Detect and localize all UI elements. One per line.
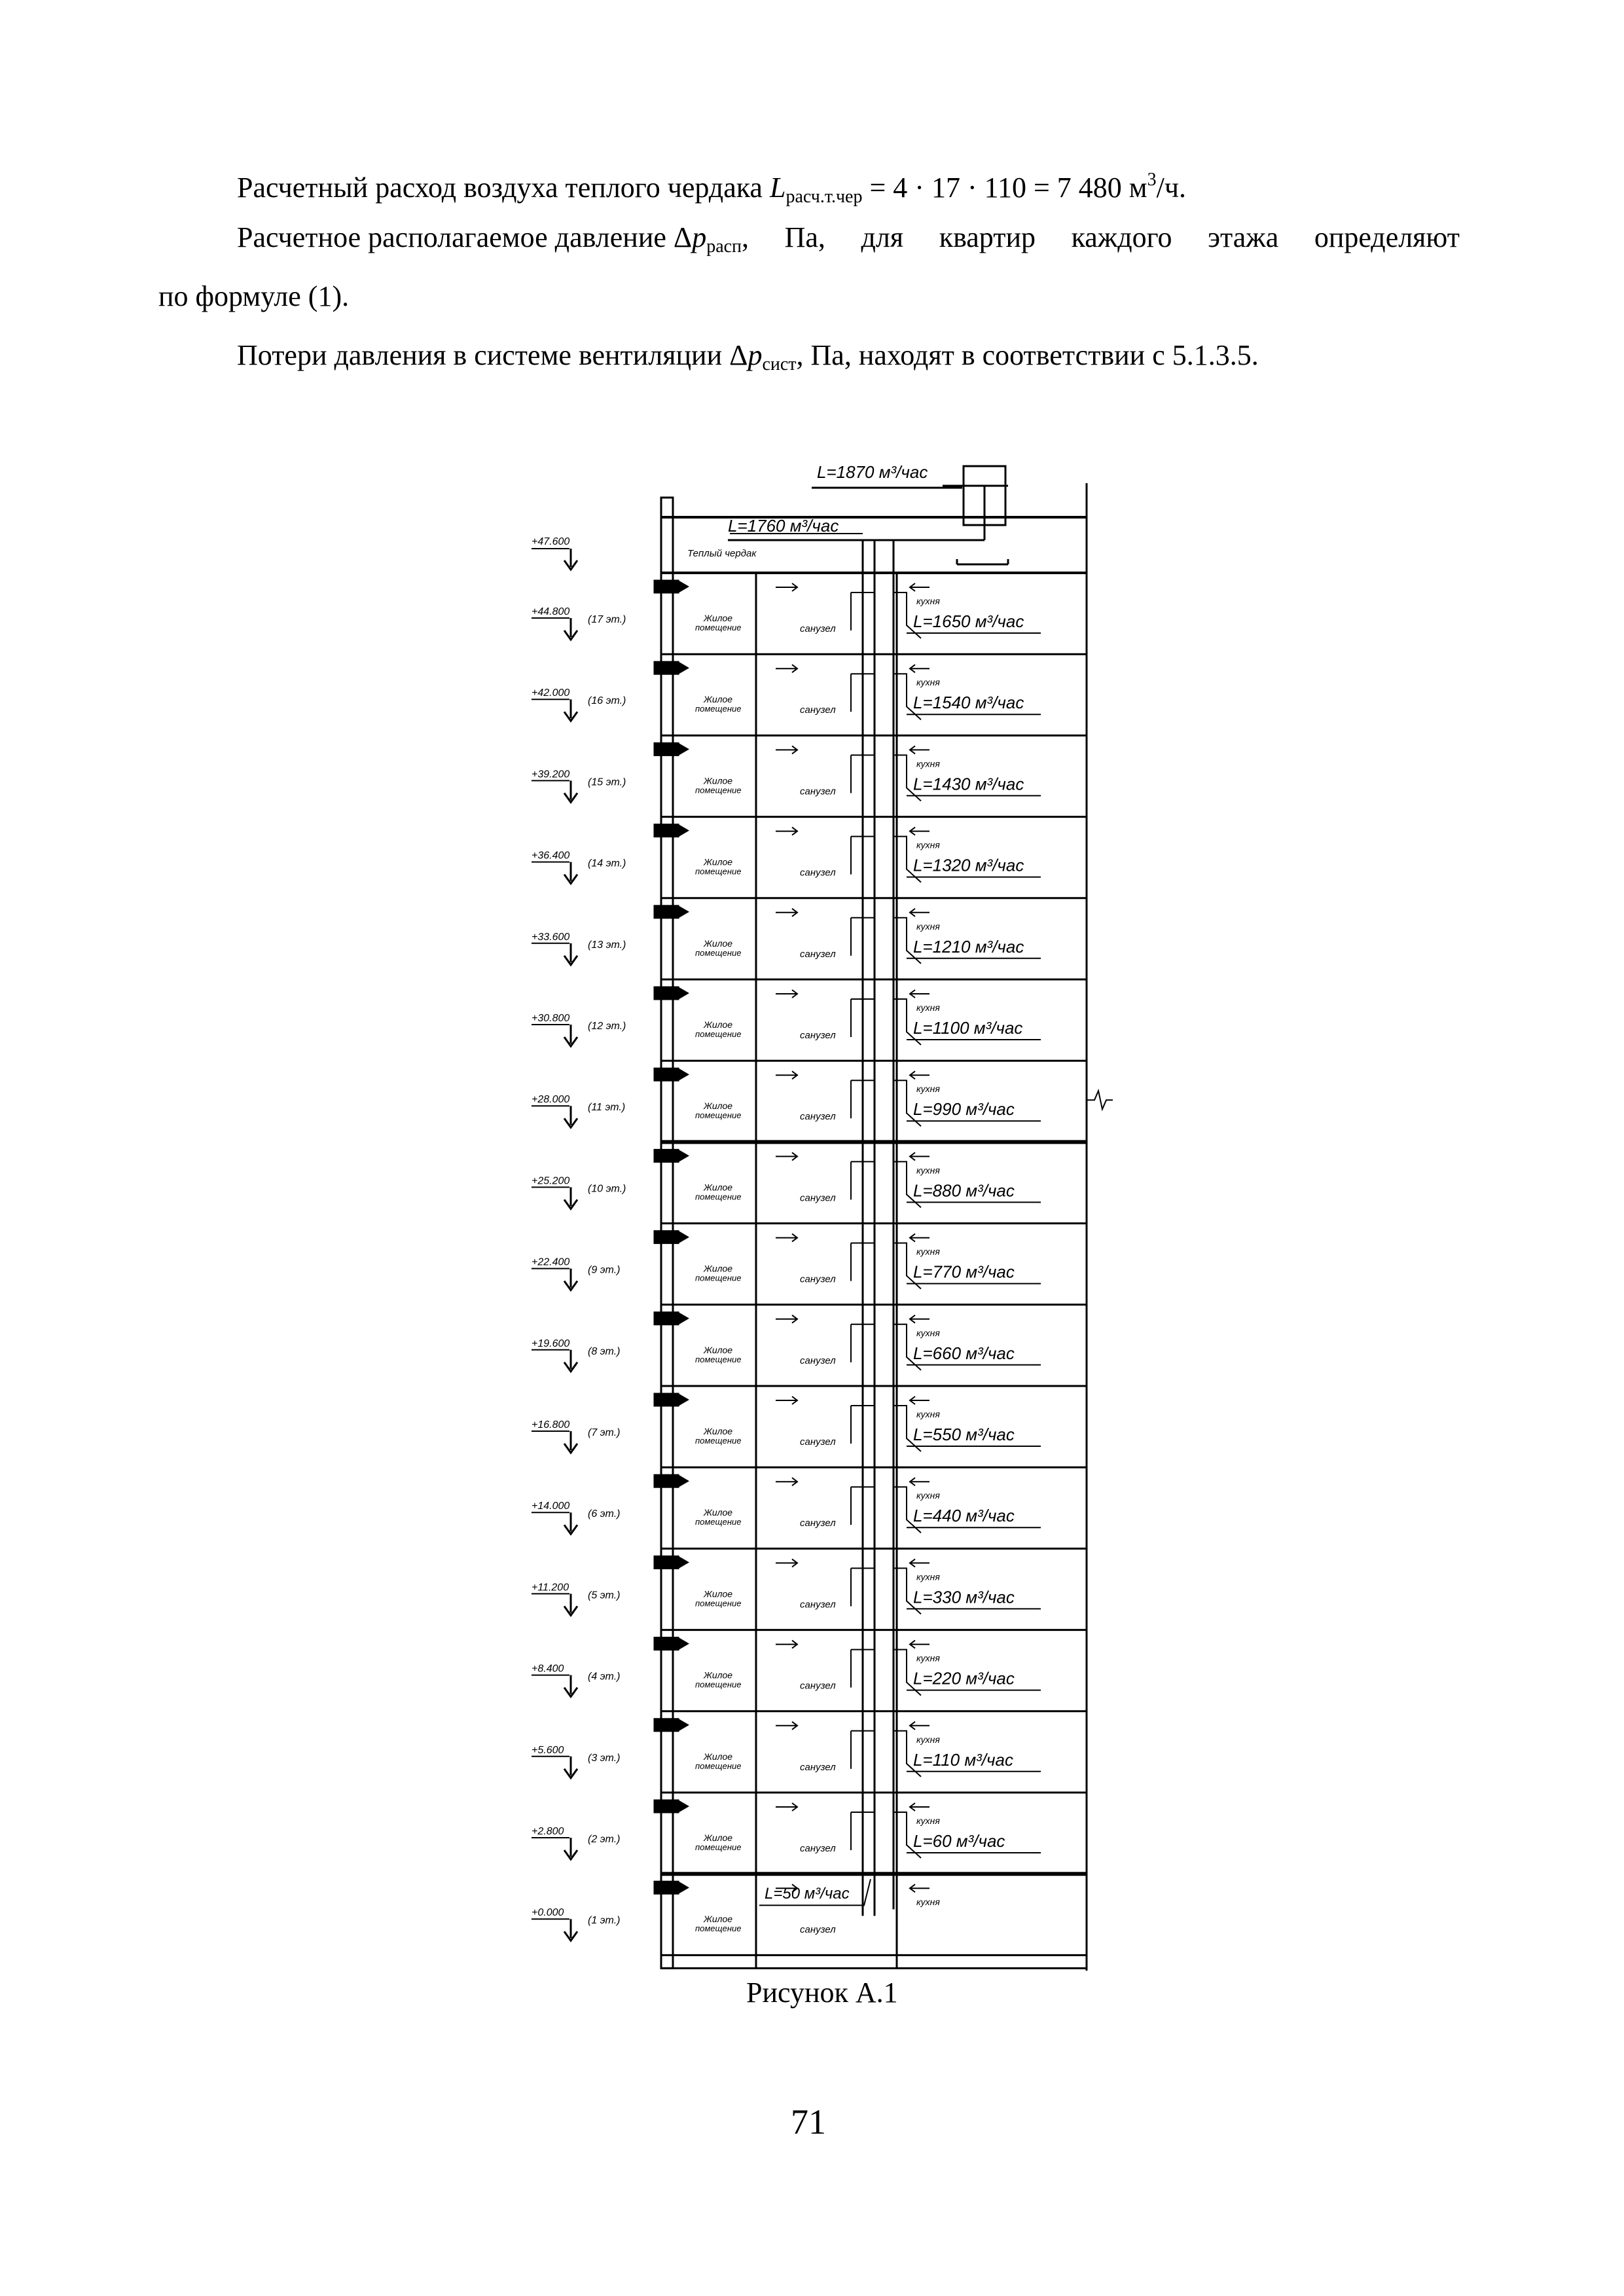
room-kitchen-label-0: кухня: [916, 596, 940, 606]
facade-vent-arrow-3: [679, 826, 687, 835]
level-arrow-7: [564, 1187, 577, 1209]
floor-number-14: (3 эт.): [588, 1752, 621, 1764]
kitchen-grille-8: [910, 1234, 929, 1242]
floor-number-16: (1 эт.): [588, 1915, 621, 1927]
floor-flow-label-9: L=660 м³/час: [913, 1343, 1015, 1363]
kitchen-grille-2: [910, 746, 929, 754]
break-mark: [1087, 1091, 1113, 1109]
room-living-label-1-7: Жилое: [704, 1182, 733, 1193]
page-number: 71: [791, 2102, 826, 2141]
room-bath-label-1: санузел: [800, 704, 836, 716]
paragraph-pressure-loss: Потери давления в системе вентиляции $\Delta p_{сист}$, Па, находят в соответствии с 5.1.3.5.: [237, 339, 1259, 374]
level-arrow-16: [564, 1919, 577, 1941]
facade-vent-10: [655, 1394, 678, 1406]
floor-flow-label-6: L=990 м³/час: [913, 1099, 1015, 1120]
level-label-7: +25.200: [532, 1175, 570, 1187]
facade-vent-3: [655, 825, 678, 837]
room-bath-label-15: санузел: [800, 1843, 836, 1854]
floor-flow-label-16: L=50 м³/час: [765, 1885, 850, 1903]
room-living-label-1-10: Жилое: [704, 1426, 733, 1436]
floor-flow-label-11: L=440 м³/час: [913, 1506, 1015, 1526]
facade-vent-14: [655, 1719, 678, 1731]
facade-vent-arrow-4: [679, 907, 687, 917]
room-living-label-1-0: Жилое: [704, 613, 733, 623]
level-arrow-1: [564, 699, 577, 721]
floor-number-1: (16 эт.): [588, 695, 626, 707]
room-living-label-1-1: Жилое: [704, 694, 733, 705]
facade-vent-8: [655, 1231, 678, 1243]
room-bath-label-7: санузел: [800, 1192, 836, 1204]
level-label-15: +2.800: [532, 1826, 564, 1837]
floor-flow-label-1: L=1540 м³/час: [913, 693, 1024, 713]
facade-vent-1: [655, 662, 678, 674]
bath-grille-10: [776, 1396, 797, 1404]
floor-flow-label-14: L=110 м³/час: [913, 1749, 1013, 1770]
facade-vent-16: [655, 1882, 678, 1893]
room-kitchen-label-4: кухня: [916, 920, 940, 932]
room-living-label-1-15: Жилое: [704, 1832, 733, 1843]
room-bath-label-3: санузел: [800, 867, 836, 879]
room-living-label-2-15: помещение: [695, 1842, 742, 1852]
facade-vent-9: [655, 1313, 678, 1324]
room-kitchen-label-16: кухня: [916, 1897, 940, 1908]
facade-vent-11: [655, 1475, 678, 1487]
room-living-label-1-3: Жилое: [704, 856, 733, 867]
kitchen-grille-5: [910, 990, 929, 998]
floor-number-8: (9 эт.): [588, 1264, 621, 1276]
bath-grille-11: [776, 1478, 797, 1485]
level-label-6: +28.000: [532, 1094, 570, 1106]
bath-grille-4: [776, 909, 797, 917]
room-kitchen-label-9: кухня: [916, 1327, 940, 1338]
roof-flow-label: L=1870 м³/час: [817, 462, 928, 482]
room-living-label-1-5: Жилое: [704, 1019, 733, 1030]
level-arrow-6: [564, 1106, 577, 1127]
room-bath-label-6: санузел: [800, 1111, 836, 1123]
floor-number-0: (17 эт.): [588, 614, 626, 625]
facade-vent-12: [655, 1556, 678, 1568]
level-arrow-14: [564, 1757, 577, 1778]
level-label-0: +44.800: [532, 606, 570, 617]
figure-caption: Рисунок А.1: [746, 1977, 898, 2009]
room-bath-label-12: санузел: [800, 1599, 836, 1611]
room-bath-label-11: санузел: [800, 1518, 836, 1529]
floor-flow-label-2: L=1430 м³/час: [913, 774, 1024, 794]
level-arrow-2: [564, 780, 577, 802]
kitchen-grille-11: [910, 1478, 929, 1485]
kitchen-grille-14: [910, 1722, 929, 1730]
room-living-label-2-14: помещение: [695, 1760, 742, 1771]
floor-number-2: (15 эт.): [588, 776, 626, 788]
facade-vent-arrow-8: [679, 1233, 687, 1242]
facade-vent-15: [655, 1800, 678, 1812]
floor-number-5: (12 эт.): [588, 1021, 626, 1032]
room-kitchen-label-14: кухня: [916, 1734, 940, 1745]
facade-vent-arrow-5: [679, 989, 687, 998]
room-kitchen-label-2: кухня: [916, 758, 940, 769]
floor-flow-label-15: L=60 м³/час: [913, 1831, 1005, 1851]
room-living-label-1-14: Жилое: [704, 1751, 733, 1762]
room-living-label-2-0: помещение: [695, 623, 742, 632]
level-arrow-15: [564, 1838, 577, 1859]
level-label-12: +11.200: [532, 1582, 569, 1594]
floor-number-13: (4 эт.): [588, 1671, 621, 1683]
floor-flow-label-7: L=880 м³/час: [913, 1180, 1015, 1201]
room-living-label-2-6: помещение: [695, 1110, 742, 1121]
bath-grille-6: [776, 1071, 797, 1079]
room-bath-label-16: санузел: [800, 1924, 836, 1936]
symbol-L-subscript: расч.т.чер: [785, 187, 863, 207]
room-living-label-1-9: Жилое: [704, 1344, 733, 1355]
attic-flow-label: L=1760 м³/час: [728, 516, 839, 536]
room-living-label-2-1: помещение: [695, 704, 742, 714]
level-label-9: +19.600: [532, 1338, 570, 1349]
facade-vent-arrow-10: [679, 1395, 687, 1404]
facade-vent-arrow-1: [679, 663, 687, 672]
level-arrow-4: [564, 943, 577, 965]
bath-grille-7: [776, 1152, 797, 1160]
floor-number-6: (11 эт.): [588, 1102, 626, 1114]
kitchen-grille-10: [910, 1396, 929, 1404]
facade-vent-arrow-14: [679, 1721, 687, 1730]
level-arrow-10: [564, 1431, 577, 1453]
room-kitchen-label-3: кухня: [916, 839, 940, 850]
level-label-13: +8.400: [532, 1663, 564, 1675]
facade-vent-arrow-0: [679, 582, 687, 591]
floor-flow-label-12: L=330 м³/час: [913, 1587, 1015, 1607]
room-bath-label-14: санузел: [800, 1761, 836, 1773]
bath-grille-14: [776, 1722, 797, 1730]
room-living-label-1-13: Жилое: [704, 1669, 733, 1681]
bath-grille-5: [776, 990, 797, 998]
level-label-4: +33.600: [532, 931, 570, 943]
bath-grille-9: [776, 1315, 797, 1323]
facade-vent-arrow-2: [679, 744, 687, 754]
bath-grille-13: [776, 1641, 797, 1649]
facade-vent-arrow-12: [679, 1558, 687, 1567]
room-living-label-2-10: помещение: [695, 1436, 742, 1446]
bath-grille-1: [776, 665, 797, 672]
room-kitchen-label-8: кухня: [916, 1246, 940, 1257]
facade-vent-arrow-11: [679, 1476, 687, 1485]
kitchen-grille-4: [910, 909, 929, 917]
room-living-label-1-11: Жилое: [704, 1507, 733, 1518]
kitchen-grille-3: [910, 828, 929, 835]
floor-number-3: (14 эт.): [588, 858, 626, 869]
floor-flow-label-0: L=1650 м³/час: [913, 611, 1024, 631]
room-kitchen-label-6: кухня: [916, 1084, 940, 1095]
room-living-label-2-12: помещение: [695, 1598, 742, 1609]
bath-grille-12: [776, 1559, 797, 1567]
floor-flow-label-8: L=770 м³/час: [913, 1262, 1015, 1282]
room-bath-label-8: санузел: [800, 1273, 836, 1285]
facade-vent-2: [655, 743, 678, 755]
room-living-label-2-2: помещение: [695, 785, 742, 795]
room-living-label-2-16: помещение: [695, 1923, 742, 1934]
bath-grille-8: [776, 1234, 797, 1242]
room-kitchen-label-10: кухня: [916, 1409, 940, 1419]
floor-flow-label-13: L=220 м³/час: [913, 1668, 1015, 1688]
room-kitchen-label-5: кухня: [916, 1002, 940, 1013]
floor-number-4: (13 эт.): [588, 939, 626, 951]
room-bath-label-9: санузел: [800, 1355, 836, 1366]
level-arrow-8: [564, 1269, 577, 1290]
level-label-2: +39.200: [532, 769, 570, 780]
room-bath-label-10: санузел: [800, 1436, 836, 1448]
attic-label: Теплый чердак: [687, 548, 757, 559]
room-living-label-1-16: Жилое: [704, 1914, 733, 1925]
kitchen-grille-12: [910, 1559, 929, 1567]
kitchen-grille-0: [910, 583, 929, 591]
facade-vent-arrow-7: [679, 1151, 687, 1160]
bath-grille-15: [776, 1803, 797, 1811]
room-living-label-1-6: Жилое: [704, 1101, 733, 1112]
floor-number-10: (7 эт.): [588, 1427, 621, 1438]
kitchen-grille-13: [910, 1641, 929, 1649]
facade-vent-arrow-6: [679, 1070, 687, 1079]
level-arrow-3: [564, 862, 577, 884]
room-kitchen-label-11: кухня: [916, 1490, 940, 1501]
level-label-16: +0.000: [532, 1907, 564, 1919]
level-arrow-11: [564, 1512, 577, 1534]
floor-flow-label-4: L=1210 м³/час: [913, 936, 1024, 957]
room-kitchen-label-12: кухня: [916, 1571, 940, 1582]
room-bath-label-5: санузел: [800, 1030, 836, 1041]
bath-grille-3: [776, 828, 797, 835]
paragraph-available-pressure-line2: по формуле (1).: [158, 280, 350, 312]
room-living-label-1-12: Жилое: [704, 1588, 733, 1599]
facade-vent-0: [655, 581, 678, 592]
level-arrow-12: [564, 1594, 577, 1615]
kitchen-grille-6: [910, 1071, 929, 1079]
room-living-label-2-9: помещение: [695, 1354, 742, 1364]
room-kitchen-label-15: кухня: [916, 1815, 940, 1826]
level-label-3: +36.400: [532, 850, 570, 862]
labels-group: [532, 462, 1024, 1935]
level-arrow-13: [564, 1675, 577, 1697]
kitchen-grille-1: [910, 665, 929, 672]
floor-number-9: (8 эт.): [588, 1345, 621, 1357]
level-label-1: +42.000: [532, 687, 570, 699]
facade-vent-4: [655, 906, 678, 918]
room-bath-label-2: санузел: [800, 786, 836, 797]
floor-flow-label-3: L=1320 м³/час: [913, 855, 1024, 875]
room-bath-label-4: санузел: [800, 948, 836, 960]
room-living-label-2-8: помещение: [695, 1273, 742, 1283]
level-label-10: +16.800: [532, 1419, 570, 1430]
floor-flow-label-5: L=1100 м³/час: [913, 1018, 1023, 1038]
facade-vent-5: [655, 987, 678, 999]
floor-number-11: (6 эт.): [588, 1508, 621, 1520]
facade-vent-arrow-15: [679, 1802, 687, 1811]
level-arrow-9: [564, 1350, 577, 1372]
room-living-label-2-7: помещение: [695, 1192, 742, 1202]
floor-number-7: (10 эт.): [588, 1183, 626, 1195]
floor-number-15: (2 эт.): [588, 1834, 621, 1845]
room-living-label-2-11: помещение: [695, 1517, 742, 1527]
room-living-label-2-5: помещение: [695, 1029, 742, 1039]
symbol-L: L: [769, 172, 786, 204]
paragraph-available-pressure: Расчетное располагаемое давление $\Delta p_{расп}$, Па, для квартир каждого этажа определяют: [237, 221, 1460, 257]
room-living-label-1-4: Жилое: [704, 938, 733, 949]
level-label-14: +5.600: [532, 1744, 564, 1756]
roof-level-label: +47.600: [532, 536, 570, 547]
kitchen-grille-7: [910, 1152, 929, 1160]
room-kitchen-label-1: кухня: [916, 677, 940, 688]
room-bath-label-0: санузел: [800, 623, 836, 634]
room-living-label-1-2: Жилое: [704, 775, 733, 786]
room-living-label-1-8: Жилое: [704, 1263, 733, 1274]
facade-vent-6: [655, 1068, 678, 1080]
level-label-11: +14.000: [532, 1501, 570, 1512]
facade-vent-arrow-13: [679, 1639, 687, 1649]
paragraph-attic-flow: Расчетный расход воздуха теплого чердака $L_{расч.т.чер} = 4 \cdot 17 \cdot 110 = 7$ 480 $м^3/ч$.: [237, 170, 1186, 207]
room-kitchen-label-7: кухня: [916, 1165, 940, 1176]
room-bath-label-13: санузел: [800, 1680, 836, 1692]
facade-vent-13: [655, 1638, 678, 1650]
kitchen-grille-16: [910, 1884, 929, 1892]
floor-flow-label-10: L=550 м³/час: [913, 1425, 1015, 1444]
facade-vent-arrow-16: [679, 1883, 687, 1892]
level-label-5: +30.800: [532, 1013, 570, 1024]
bath-grille-0: [776, 583, 797, 591]
bath-grille-2: [776, 746, 797, 754]
room-kitchen-label-13: кухня: [916, 1652, 940, 1664]
floor-number-12: (5 эт.): [588, 1590, 621, 1601]
level-label-8: +22.400: [532, 1256, 570, 1268]
level-arrow-5: [564, 1025, 577, 1046]
facade-vent-arrow-9: [679, 1314, 687, 1323]
level-arrow-0: [564, 618, 577, 640]
roof-level-arrow: [564, 549, 577, 570]
kitchen-grille-9: [910, 1315, 929, 1323]
room-living-label-2-3: помещение: [695, 866, 742, 877]
kitchen-grille-15: [910, 1803, 929, 1811]
room-living-label-2-13: помещение: [695, 1679, 742, 1690]
room-living-label-2-4: помещение: [695, 947, 742, 958]
facade-vent-7: [655, 1150, 678, 1161]
